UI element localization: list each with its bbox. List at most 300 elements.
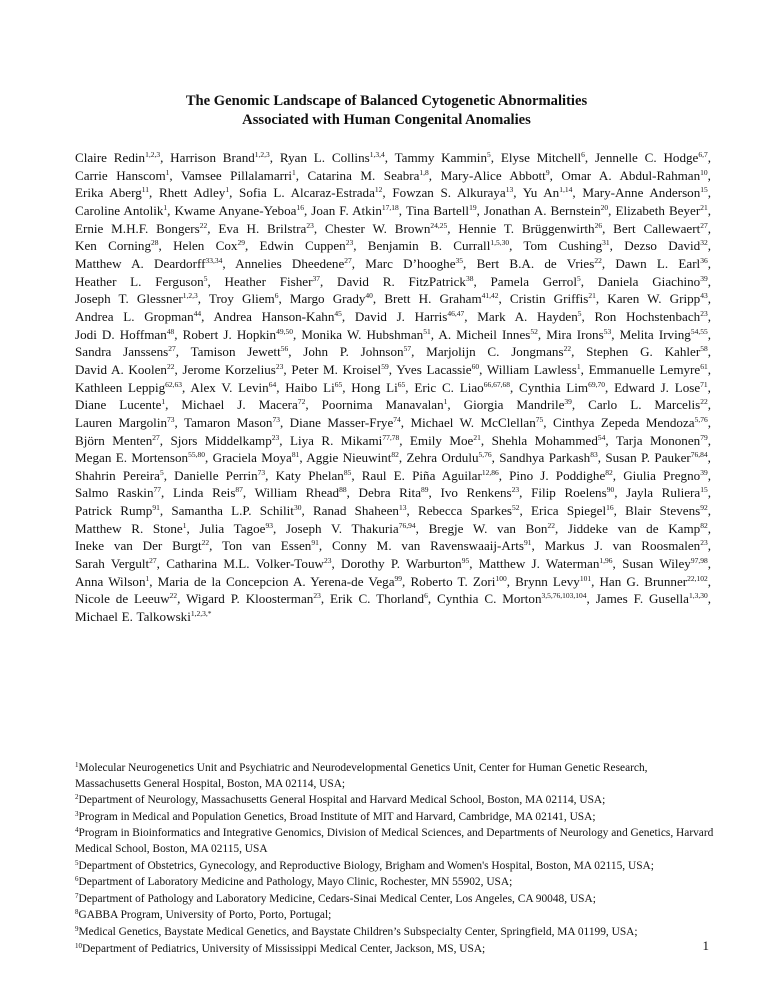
affiliation-text: Department of Pediatrics, University of Mississippi Medical Center, Jackson, MS, USA; <box>82 942 486 955</box>
author-separator: , <box>476 202 480 218</box>
author-name: Jonathan A. Bernstein <box>483 202 601 218</box>
author <box>418 503 523 518</box>
author-name: John P. Johnson <box>303 344 404 360</box>
author-separator: , <box>292 326 297 342</box>
author <box>174 468 268 483</box>
author-separator: , <box>609 238 613 254</box>
affiliation-number: 3 <box>75 809 79 818</box>
author <box>218 221 317 236</box>
author-affiliation-marker: 79 <box>700 432 708 442</box>
author <box>458 221 605 236</box>
author-separator: , <box>351 255 356 271</box>
affiliation-number: 1 <box>75 761 79 769</box>
affiliation-number: 9 <box>75 924 79 933</box>
author <box>290 291 376 306</box>
author-name: Matthew J. Waterman <box>478 556 600 572</box>
author <box>491 274 585 289</box>
author-affiliation-marker: 89 <box>421 485 429 495</box>
author-name: Jennelle C. Hodge <box>594 150 699 165</box>
author-affiliation-marker: 43 <box>700 291 708 301</box>
author <box>303 344 414 359</box>
author-affiliation-marker: 69,70 <box>588 379 605 389</box>
author <box>75 591 180 606</box>
author-separator: , <box>207 220 211 236</box>
author-affiliation-marker: 5 <box>577 308 582 318</box>
author-name: Benjamin B. Currall <box>367 238 491 254</box>
author-name: Melita Irving <box>619 326 691 342</box>
author <box>276 468 355 483</box>
author-name: Julia Tagoe <box>199 520 266 536</box>
author-separator: , <box>519 485 523 501</box>
author-affiliation-marker: 20 <box>600 202 609 212</box>
author-affiliation-marker: 1 <box>443 397 448 407</box>
author-separator: , <box>447 220 451 236</box>
author-affiliation-marker: 40 <box>365 291 373 301</box>
author <box>280 150 388 165</box>
author <box>598 274 711 289</box>
author-separator: , <box>490 150 495 165</box>
author-affiliation-marker: 27 <box>149 556 157 566</box>
author-separator: , <box>346 485 350 501</box>
author-separator: , <box>398 450 403 466</box>
author-separator: , <box>707 432 711 448</box>
author-affiliation-marker: 48 <box>166 326 175 336</box>
author-separator: , <box>186 520 190 536</box>
author-name: Brett H. Graham <box>384 291 482 307</box>
author-affiliation-marker: 23 <box>306 220 314 230</box>
author-affiliation-marker: 5,76 <box>478 450 492 460</box>
author <box>290 415 404 430</box>
author-name: Sandhya Parkash <box>499 450 591 466</box>
author-name: Ron Hochstenbach <box>594 308 701 324</box>
author-separator: , <box>163 467 167 483</box>
author-separator: , <box>707 503 711 519</box>
author-name: Liya R. Mikami <box>289 432 383 448</box>
author-name: Zehra Ordulu <box>406 450 479 466</box>
author-separator: , <box>313 220 318 236</box>
author <box>607 291 711 306</box>
author-name: Danielle Perrin <box>174 467 258 483</box>
author-name: Mira Irons <box>546 326 604 342</box>
author <box>181 168 299 183</box>
author <box>624 238 711 253</box>
author-affiliation-marker: 1,2,3 <box>254 150 270 159</box>
affiliation <box>75 761 715 792</box>
author <box>75 574 153 589</box>
author-affiliation-marker: 22 <box>547 520 555 530</box>
author-affiliation-marker: 29 <box>237 238 245 248</box>
author-name: Katy Phelan <box>275 467 344 483</box>
author-name: Ineke van Der Burgt <box>75 538 202 554</box>
affiliation-number: 10 <box>75 941 82 950</box>
author-name: Rhett Adley <box>159 185 226 201</box>
author-affiliation-marker: 22,102 <box>687 573 708 583</box>
author-separator: , <box>161 485 165 501</box>
author <box>426 344 574 359</box>
author <box>313 503 410 518</box>
author-affiliation-marker: 22 <box>166 361 175 371</box>
author-separator: , <box>158 238 162 254</box>
author <box>285 380 345 395</box>
author-affiliation-marker: 56 <box>280 344 289 354</box>
author-name: William Rhead <box>254 485 340 501</box>
author <box>255 485 350 500</box>
author <box>411 415 547 430</box>
author-separator: , <box>299 450 303 466</box>
author-name: Pino J. Poddighe <box>509 467 606 483</box>
author-affiliation-marker: 13 <box>398 503 407 513</box>
affiliation-text: Molecular Neurogenetics Unit and Psychiatric and Neurodevelopmental Genetics Unit, Center for Human Genetic Research, Massachusetts General Hospital, Boston, MA 02114, USA; <box>75 762 648 790</box>
author-separator: , <box>707 326 711 342</box>
author <box>75 397 168 412</box>
author-name: Dorothy P. Warburton <box>341 556 462 572</box>
author-name: Ernie M.H.F. Bongers <box>75 220 200 236</box>
author-name: Mark A. Hayden <box>477 308 578 324</box>
author <box>75 362 178 377</box>
author-name: Debra Rita <box>358 485 422 501</box>
author-affiliation-marker: 22 <box>700 397 708 407</box>
author-separator: , <box>399 432 403 448</box>
author <box>588 397 711 412</box>
author-affiliation-marker: 26 <box>594 220 603 230</box>
author-affiliation-marker: 62,63 <box>165 379 183 389</box>
author-affiliation-marker: 83 <box>590 450 598 460</box>
author <box>582 185 711 200</box>
author <box>477 309 585 324</box>
author <box>615 256 711 271</box>
author-separator: , <box>160 150 164 165</box>
author-affiliation-marker: 36 <box>700 255 708 265</box>
author-affiliation-marker: 23 <box>275 361 284 371</box>
author-affiliation-marker: 65 <box>334 379 343 389</box>
author-affiliation-marker: 61 <box>700 361 708 371</box>
author-affiliation-marker: 82 <box>700 520 708 530</box>
author <box>183 327 297 342</box>
affiliation-text: Department of Pathology and Laboratory Medicine, Cedars-Sinai Medical Center, Los Angeles, CA 90048, USA; <box>78 892 596 905</box>
author-separator: , <box>174 414 178 430</box>
author <box>75 344 179 359</box>
author-affiliation-marker: 52 <box>530 326 538 336</box>
author-name: Dawn L. Earl <box>615 255 701 271</box>
author <box>519 380 608 395</box>
author-separator: , <box>278 291 282 307</box>
author-name: Han G. Brunner <box>599 573 688 589</box>
author-name: Tarja Mononen <box>615 432 701 448</box>
author <box>437 591 590 606</box>
author-separator: , <box>707 344 712 360</box>
author-affiliation-marker: 33,34 <box>205 255 223 265</box>
author <box>365 256 466 271</box>
author-name: Hennie T. Brüggenwirth <box>458 220 595 236</box>
author <box>568 521 711 536</box>
author-name: Heather Fisher <box>224 273 313 289</box>
author-separator: , <box>707 520 711 536</box>
author-separator: , <box>447 397 451 413</box>
author <box>75 274 211 289</box>
author-affiliation-marker: 73 <box>272 414 280 424</box>
affiliation-text: GABBA Program, University of Porto, Porto, Portugal; <box>78 909 332 922</box>
author <box>599 574 711 589</box>
author-name: Tammy Kammin <box>394 150 487 165</box>
author-name: Bert Callewaert <box>613 220 701 236</box>
author-affiliation-marker: 21 <box>700 202 708 212</box>
author <box>625 503 711 518</box>
author-affiliation-marker: 46,47 <box>447 308 465 318</box>
author-affiliation-marker: 92 <box>700 503 708 513</box>
author <box>477 256 606 271</box>
author-affiliation-marker: 51 <box>423 326 431 336</box>
author-name: David R. FitzPatrick <box>336 273 466 289</box>
author-name: Alex V. Levin <box>190 379 269 395</box>
author-separator: , <box>506 573 510 589</box>
author-name: Wigard P. Kloosterman <box>186 591 314 607</box>
author <box>311 203 402 218</box>
author-affiliation-marker: 22 <box>201 538 210 548</box>
author-affiliation-marker: 82 <box>605 467 613 477</box>
author-affiliation-marker: 23 <box>511 485 520 495</box>
author-affiliation-marker: 23 <box>700 308 708 318</box>
author-separator: , <box>707 291 711 307</box>
author <box>209 291 282 306</box>
author <box>613 221 711 236</box>
author-affiliation-marker: 16 <box>296 202 304 212</box>
author <box>616 433 711 448</box>
author <box>75 538 212 553</box>
author <box>626 485 711 500</box>
author <box>75 609 211 624</box>
author <box>75 238 162 253</box>
author-name: Tamison Jewett <box>190 344 281 360</box>
author-name: Diane Masser-Frye <box>289 414 394 430</box>
author-name: Tom Cushing <box>523 238 603 254</box>
author <box>523 238 613 253</box>
author <box>531 485 617 500</box>
affiliation-number: 8 <box>75 908 79 917</box>
author-separator: , <box>400 414 405 430</box>
author-separator: , <box>204 450 209 466</box>
affiliation-number: 4 <box>75 826 79 835</box>
author-separator: , <box>601 255 606 271</box>
page-number: 1 <box>702 938 709 953</box>
author-separator: , <box>428 167 433 183</box>
author <box>75 168 173 183</box>
author <box>322 397 451 412</box>
author-separator: , <box>707 397 712 413</box>
author-separator: , <box>388 361 392 377</box>
author-separator: , <box>498 467 502 483</box>
author-name: Linda Reis <box>172 485 236 501</box>
author-name: Dezso David <box>624 238 701 254</box>
author-name: Emily Moe <box>409 432 474 448</box>
author-name: Elizabeth Beyer <box>615 202 701 218</box>
author-separator: , <box>707 273 712 289</box>
affiliation <box>75 810 715 826</box>
author-affiliation-marker: 49,50 <box>276 326 293 336</box>
affiliation-text: Department of Neurology, Massachusetts General Hospital and Harvard Medical School, Boston, MA 02114, USA; <box>78 794 606 807</box>
author-separator: , <box>707 591 712 607</box>
author-affiliation-marker: 1 <box>163 202 168 212</box>
author <box>184 415 283 430</box>
author-separator: , <box>707 238 712 254</box>
author-affiliation-marker: 27 <box>344 255 352 265</box>
author <box>410 574 510 589</box>
author-name: Matthew A. Deardorff <box>75 255 206 271</box>
author <box>515 574 594 589</box>
author-affiliation-marker: 57 <box>403 344 412 354</box>
author-affiliation-marker: 1,5,30 <box>490 238 510 248</box>
author-name: Elyse Mitchell <box>500 150 582 165</box>
author-name: Andrea L. Gropman <box>75 308 194 324</box>
author-affiliation-marker: 19 <box>469 202 477 212</box>
author-name: Sarah Vergult <box>75 556 150 572</box>
author-separator: , <box>469 556 473 572</box>
author-name: Susan P. Pauker <box>605 450 691 466</box>
author-name: Jerome Korzelius <box>182 361 276 377</box>
author <box>605 450 711 465</box>
author-name: David J. Harris <box>354 308 448 324</box>
author-separator: , <box>614 485 618 501</box>
author-affiliation-marker: 27 <box>700 220 708 230</box>
author <box>499 450 601 465</box>
author-affiliation-marker: 6 <box>581 150 585 159</box>
author <box>325 221 451 236</box>
affiliation <box>75 875 715 891</box>
author-affiliation-marker: 55,80 <box>188 450 205 460</box>
author <box>594 309 710 324</box>
author-separator: , <box>229 185 233 201</box>
author-name: Samantha L.P. Schilit <box>171 503 294 519</box>
author <box>623 468 711 483</box>
affiliation-text: Department of Laboratory Medicine and Pathology, Mayo Clinic, Rochester, MN 55902, USA; <box>78 876 513 889</box>
author <box>553 415 711 430</box>
author-separator: , <box>353 238 357 254</box>
author <box>561 168 711 183</box>
author-name: A. Micheil Innes <box>438 326 531 342</box>
author-separator: , <box>707 414 712 430</box>
author <box>368 238 513 253</box>
author-separator: , <box>244 238 249 254</box>
affiliation <box>75 826 715 857</box>
author-affiliation-marker: 15 <box>700 185 708 195</box>
author-affiliation-marker: 91 <box>152 503 160 513</box>
author <box>546 327 614 342</box>
author <box>622 556 711 571</box>
author-name: Ken Corning <box>75 238 152 254</box>
author-name: Troy Gliem <box>208 291 275 307</box>
author <box>479 556 616 571</box>
author-affiliation-marker: 30 <box>293 503 302 513</box>
author <box>484 203 612 218</box>
author-separator: , <box>427 591 432 607</box>
author-name: Patrick Rump <box>75 503 153 519</box>
author-name: Bregje W. van Bon <box>428 520 548 536</box>
author-name: Catharina M.L. Volker-Touw <box>166 556 324 572</box>
author <box>596 591 711 606</box>
author <box>173 485 246 500</box>
author-affiliation-marker: 12,86 <box>481 467 499 477</box>
author-affiliation-marker: 64 <box>268 379 277 389</box>
author-separator: , <box>384 150 388 165</box>
author-name: Blair Stevens <box>625 503 701 519</box>
author-affiliation-marker: 93 <box>265 520 273 530</box>
author-affiliation-marker: 32 <box>700 238 708 248</box>
affiliation-text: Medical Genetics, Baystate Medical Genetics, and Baystate Children’s Subspecialty Center, Springfield, MA 01199, USA; <box>78 925 638 938</box>
author-separator: , <box>707 485 712 501</box>
affiliation <box>75 892 715 908</box>
author-affiliation-marker: 85 <box>343 467 352 477</box>
author <box>392 185 516 200</box>
author-affiliation-marker: 1,14 <box>559 185 573 195</box>
author-affiliation-marker: 5 <box>203 273 208 283</box>
author <box>75 221 211 236</box>
author <box>523 185 576 200</box>
author-name: Heather L. Ferguson <box>75 273 204 289</box>
author <box>75 256 226 271</box>
author-affiliation-marker: 76,84 <box>690 450 708 460</box>
author-separator: , <box>707 573 712 589</box>
author-name: Catarina M. Seabra <box>307 167 420 183</box>
author <box>395 150 494 165</box>
author-name: Giulia Pregno <box>623 467 701 483</box>
author-affiliation-marker: 22 <box>169 591 178 601</box>
author <box>441 168 553 183</box>
author <box>615 203 711 218</box>
author-affiliation-marker: 23 <box>345 238 354 248</box>
author-separator: , <box>707 185 712 201</box>
author-name: Karen W. Gripp <box>607 291 701 307</box>
author-list <box>75 149 711 626</box>
author-separator: , <box>595 291 600 307</box>
author-name: Michael W. McClellan <box>410 414 536 430</box>
author <box>213 450 303 465</box>
author-name: Salmo Raskin <box>75 485 154 501</box>
author-separator: , <box>269 150 274 165</box>
author-name: Poornima Manavalan <box>321 397 444 413</box>
author-separator: , <box>707 255 711 271</box>
author-separator: , <box>279 414 284 430</box>
author-affiliation-marker: 13 <box>505 185 514 195</box>
author <box>225 274 324 289</box>
author-name: Joseph V. Thakuria <box>285 520 399 536</box>
author <box>286 521 419 536</box>
affiliation-number: 7 <box>75 891 79 900</box>
affiliation-number: 6 <box>75 875 79 884</box>
author <box>614 380 711 395</box>
author-separator: , <box>463 255 467 271</box>
author-name: Cristin Griffis <box>509 291 589 307</box>
author-name: Maria de la Concepcion A. Yerena-de Vega <box>157 573 395 589</box>
author <box>620 327 711 342</box>
author-separator: , <box>283 361 287 377</box>
author <box>75 556 160 571</box>
author-separator: , <box>612 556 616 572</box>
author-name: Pamela Gerrol <box>490 273 577 289</box>
author-affiliation-marker: 16 <box>606 503 614 513</box>
author <box>384 291 501 306</box>
author <box>308 168 433 183</box>
author-separator: , <box>430 326 434 342</box>
author-separator: , <box>571 397 576 413</box>
author <box>464 397 576 412</box>
author-affiliation-marker: 24,25 <box>430 220 448 230</box>
author-separator: , <box>167 202 171 218</box>
author-separator: , <box>209 538 213 554</box>
author-separator: , <box>509 379 514 395</box>
author-separator: , <box>288 344 292 360</box>
author-name: Annelies Dheedene <box>235 255 345 271</box>
author-separator: , <box>513 185 517 201</box>
author-affiliation-marker: 1 <box>182 520 187 530</box>
